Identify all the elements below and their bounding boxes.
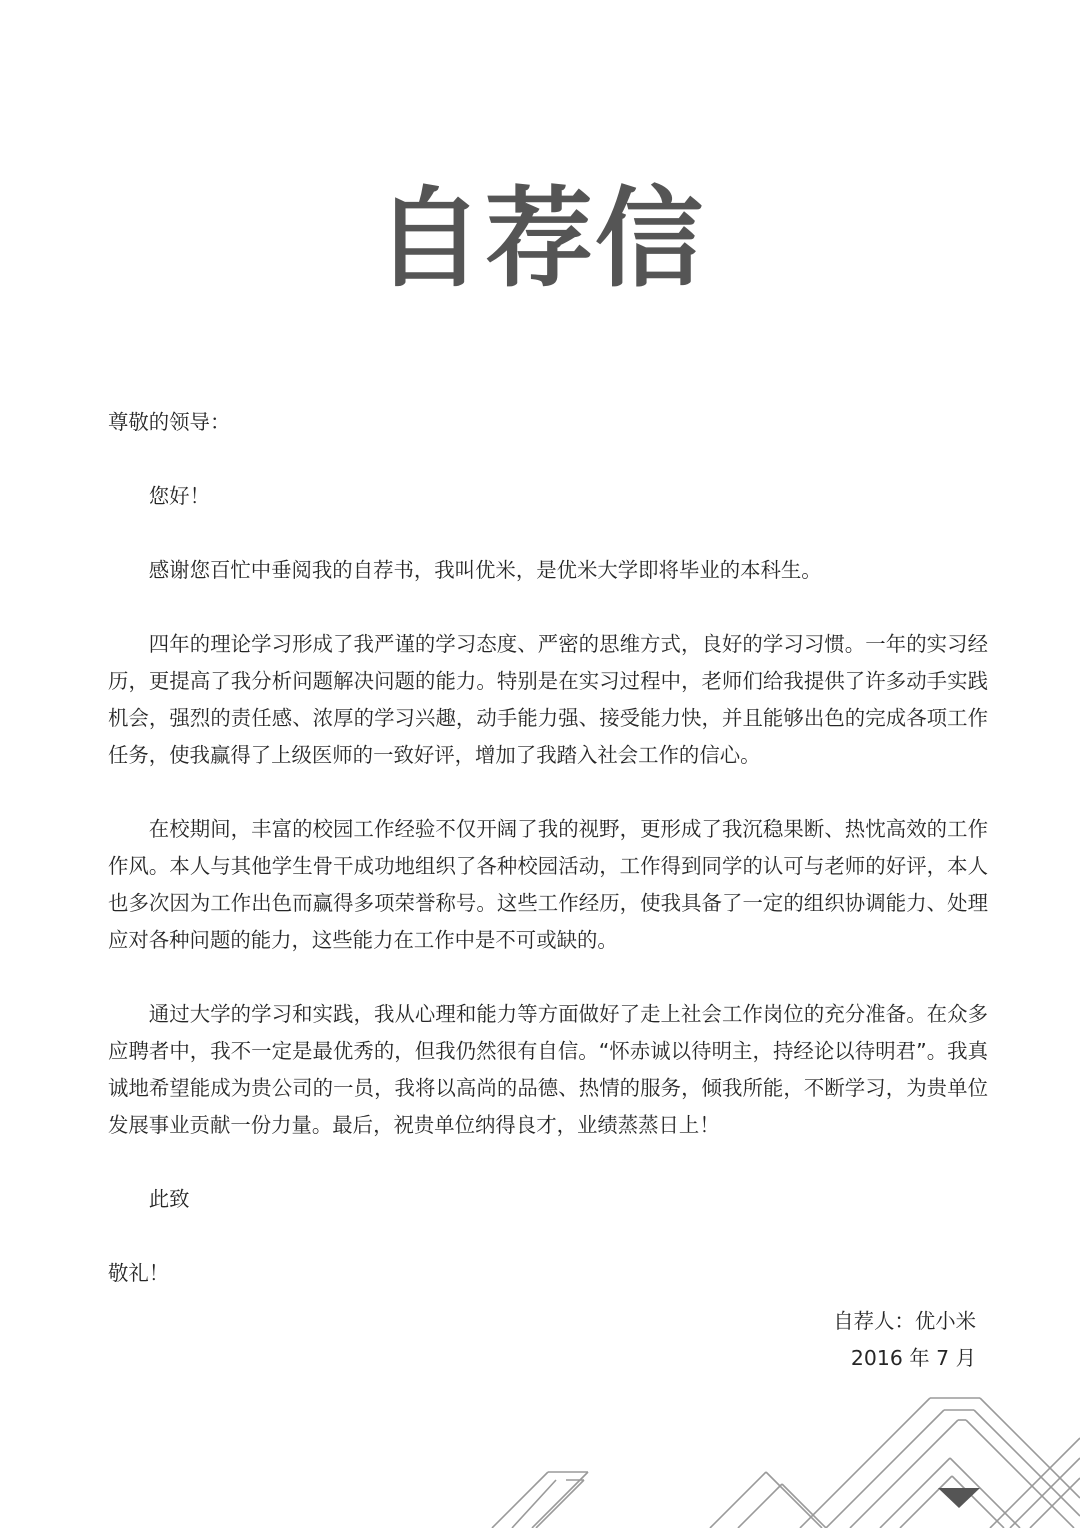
signer: 自荐人：优小米 [833, 1309, 976, 1333]
paragraph-study: 四年的理论学习形成了我严谨的学习态度、严密的思维方式，良好的学习习惯。一年的实习经历，更提高了我分析问题解决问题的能力。特别是在实习过程中，老师们给我提供了许多动手实践机会，强烈的责任感、浓厚的学习兴趣，动手能力强、接受能力快，并且能够出色的完成各项工作任务，使我赢得了上级医师的一致好评，增加了我踏入社会工作的信心。 [108, 632, 988, 767]
paragraph-intro: 感谢您百忙中垂阅我的自荐书，我叫优米，是优米大学即将毕业的本科生。 [148, 558, 822, 582]
date: 2016 年 7 月 [850, 1346, 976, 1370]
geometric-decoration [0, 1380, 1080, 1528]
paragraph-conclusion: 通过大学的学习和实践，我从心理和能力等方面做好了走上社会工作岗位的充分准备。在众多应聘者中，我不一定是最优秀的，但我仍然很有自信。“怀赤诚以待明主，持经论以待明君”。我真诚地希望能成为贵公司的一员，我将以高尚的品德、热情的服务，倾我所能，不断学习，为贵单位发展事业贡献一份力量。最后，祝贵单位纳得良才，业绩蒸蒸日上！ [108, 1002, 988, 1137]
paragraph-campus: 在校期间，丰富的校园工作经验不仅开阔了我的视野，更形成了我沉稳果断、热忱高效的工作作风。本人与其他学生骨干成功地组织了各种校园活动，工作得到同学的认可与老师的好评，本人也多次因为工作出色而赢得多项荣誉称号。这些工作经历，使我具备了一定的组织协调能力、处理应对各种问题的能力，这些能力在工作中是不可或缺的。 [108, 817, 988, 952]
letter-body [108, 404, 988, 1292]
salutation: 尊敬的领导： [108, 410, 231, 434]
signature-block [833, 1303, 976, 1377]
salute: 敬礼！ [108, 1261, 170, 1285]
closing: 此致 [148, 1187, 190, 1211]
greeting: 您好！ [148, 484, 210, 508]
page-title: 自荐信 [374, 177, 705, 303]
